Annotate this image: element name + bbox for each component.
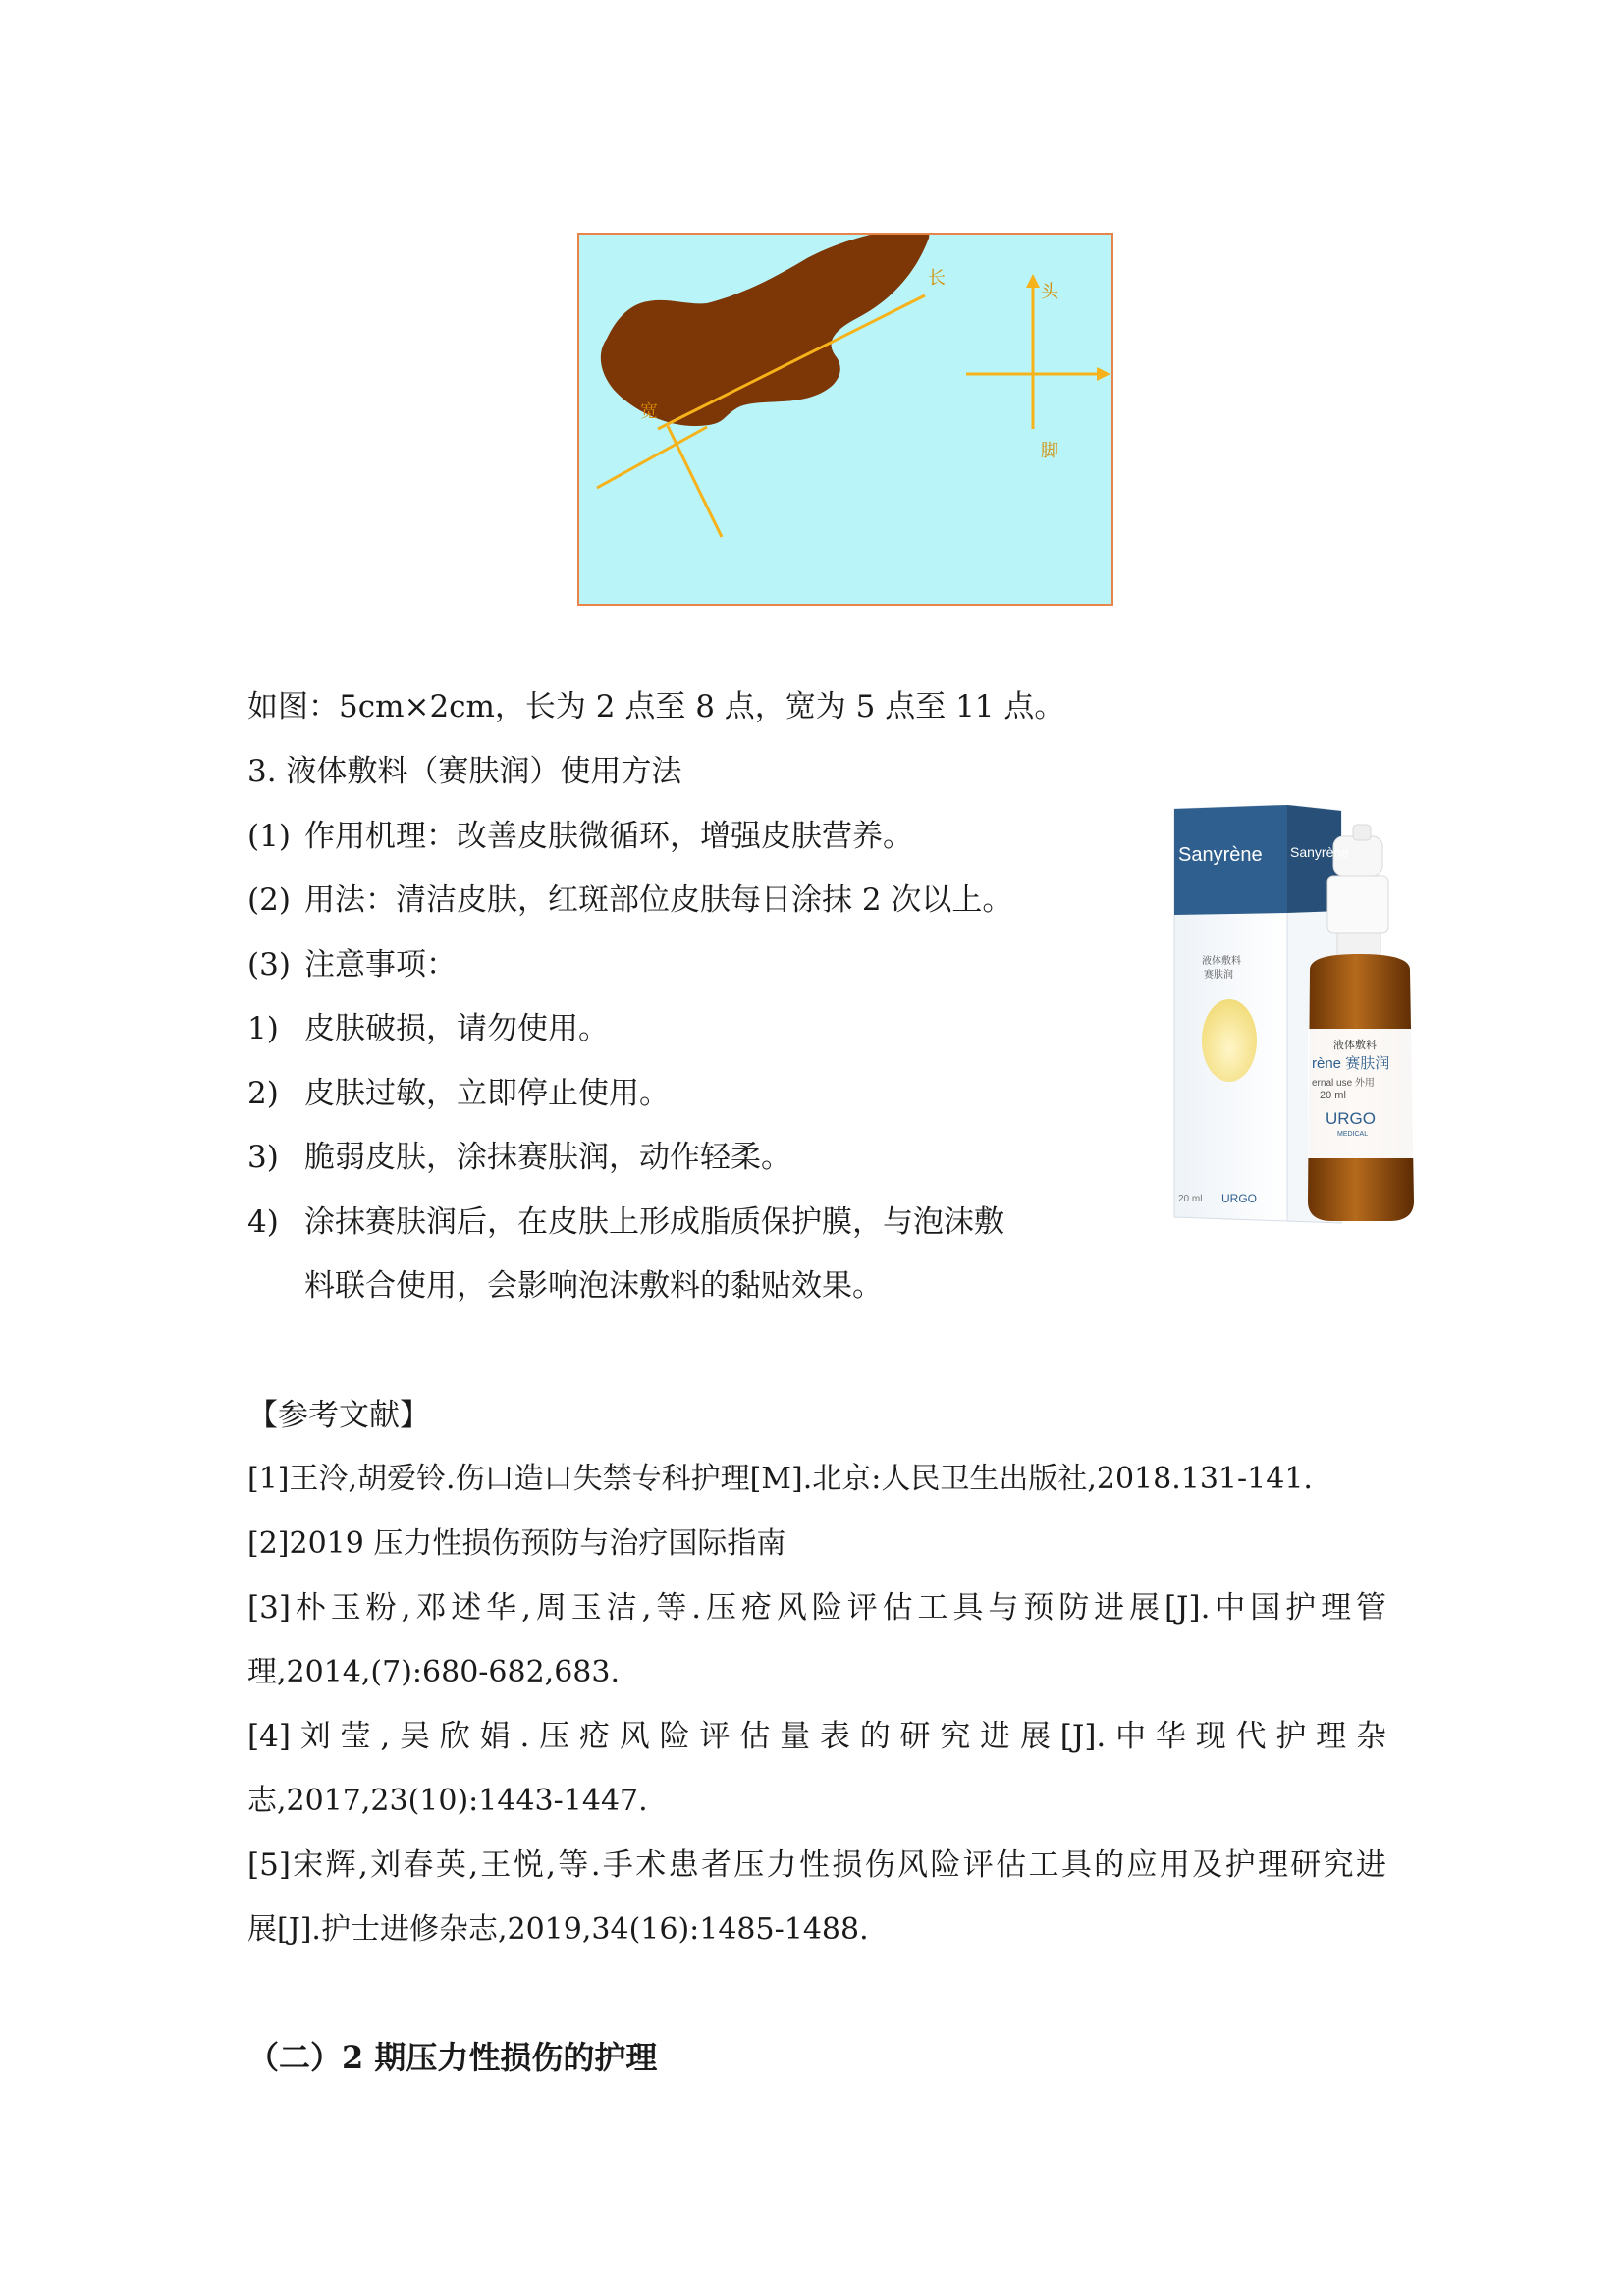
box-label-line2: 赛肤润 [1204,970,1233,981]
box-volume: 20 ml [1178,1194,1203,1204]
figure-caption: 如图：5cm×2cm，长为 2 点至 8 点，宽为 5 点至 11 点。 [247,689,1065,724]
list-item-number: (1) [247,819,291,854]
head-label: 头 [1041,282,1058,302]
references-heading: 【参考文献】 [247,1398,430,1433]
list-item-number: 4) [247,1204,279,1240]
product-illustration [1164,805,1451,1235]
width-label: 宽 [640,401,658,422]
bottle-neck [1337,933,1380,956]
width-axis-line-2 [668,426,722,537]
bottle-maker-sub: MEDICAL [1337,1131,1369,1138]
brand-logo-side: Sanyrène [1290,844,1349,860]
reference-item-line2: 志,2017,23(10):1443-1447. [247,1784,648,1818]
reference-item-line1: [5]宋辉,刘春英,王悦,等.手术患者压力性损伤风险评估工具的应用及护理研究进 [247,1847,1386,1883]
bottle-sprayer-collar [1327,876,1388,933]
bottle-maker-logo: URGO [1326,1109,1376,1128]
product-photo [1164,805,1451,1235]
list-item-number: (2) [247,882,291,918]
width-axis-line [597,427,707,488]
orientation-up-arrowhead [1026,274,1040,288]
list-item-text: 注意事项： [304,947,457,983]
bottle-label-line2: rène 赛肤润 [1312,1055,1390,1072]
wound-diagram [579,235,1111,604]
section-heading: （二）2 期压力性损伤的护理 [247,2039,658,2076]
list-item-number: 3) [247,1140,279,1175]
list-item-number: (3) [247,947,291,983]
box-maker-logo: URGO [1221,1192,1257,1205]
list-item [247,881,1012,920]
list-item-text: 脆弱皮肤，涂抹赛肤润，动作轻柔。 [304,1140,791,1175]
foot-label: 脚 [1041,441,1058,461]
reference-item: [2]2019 压力性损伤预防与治疗国际指南 [247,1526,786,1561]
bottle-sprayer-nozzle [1353,825,1371,840]
list-item-number: 1) [247,1011,279,1046]
reference-item-line2: 展[J].护士进修杂志,2019,34(16):1485-1488. [247,1912,869,1947]
list-item-text: 涂抹赛肤润后，在皮肤上形成脂质保护膜，与泡沫敷 [304,1204,1004,1240]
bottle-label-line1: 液体敷料 [1333,1039,1377,1051]
reference-item: [1]王泠,胡爱铃.伤口造口失禁专科护理[M].北京:人民卫生出版社,2018.131-141. [247,1462,1313,1496]
bottle-label-line3: ernal use 外用 [1312,1078,1375,1089]
list-item [247,817,913,856]
list-item-continuation: 料联合使用，会影响泡沫敷料的黏贴效果。 [304,1268,883,1304]
reference-item-line2: 理,2014,(7):680-682,683. [247,1655,621,1689]
list-item [247,1138,791,1177]
list-item-text: 作用机理：改善皮肤微循环，增强皮肤营养。 [304,819,913,854]
section-title: 3. 液体敷料（赛肤润）使用方法 [247,754,682,789]
box-label-line1: 液体敷料 [1202,956,1241,967]
brand-logo: Sanyrène [1178,844,1263,866]
orientation-right-arrowhead [1097,367,1110,381]
list-item-text: 皮肤破损，请勿使用。 [304,1011,609,1046]
box-droplet [1202,999,1257,1082]
reference-item-line1: [4]刘莹,吴欣娟.压疮风险评估量表的研究进展[J].中华现代护理杂 [247,1719,1386,1754]
length-label: 长 [928,268,946,289]
bottle-label-line4: 20 ml [1320,1090,1346,1101]
reference-item-line1: [3]朴玉粉,邓述华,周玉洁,等.压疮风险评估工具与预防进展[J].中国护理管 [247,1590,1386,1626]
wound-measurement-figure [577,233,1113,606]
list-item [247,1074,670,1113]
list-item [247,1009,609,1048]
list-item-text: 用法：清洁皮肤，红斑部位皮肤每日涂抹 2 次以上。 [304,882,1013,918]
list-item [247,1202,1004,1242]
list-item [247,945,457,985]
list-item-text: 皮肤过敏，立即停止使用。 [304,1076,670,1111]
list-item-number: 2) [247,1076,279,1111]
